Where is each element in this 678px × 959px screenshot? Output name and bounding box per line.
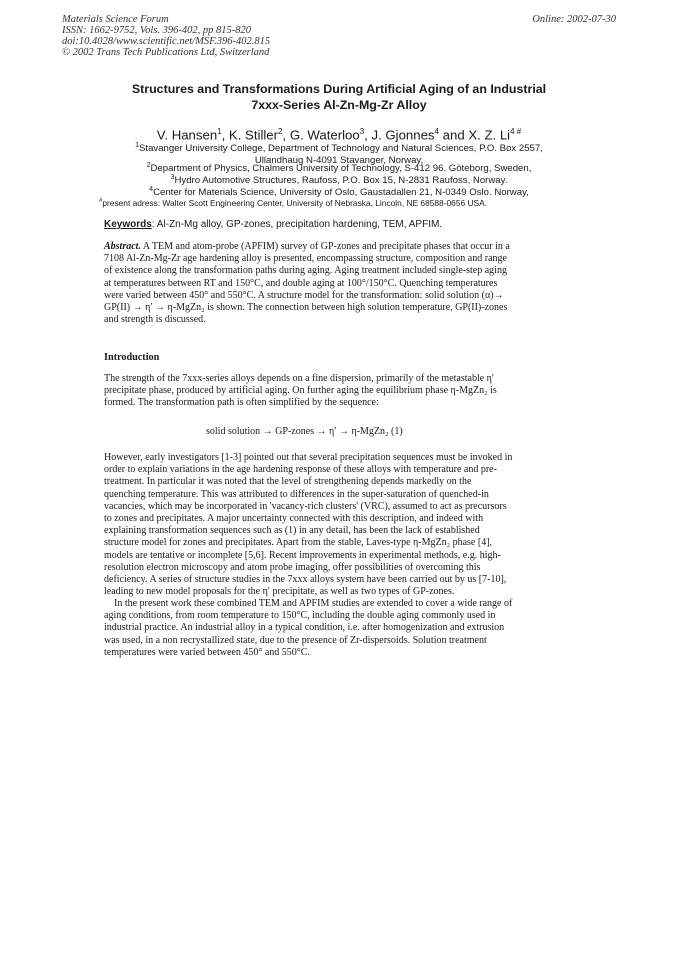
author-name: , J. Gjonnes bbox=[364, 127, 435, 143]
title-line-2: 7xxx-Series Al-Zn-Mg-Zr Alloy bbox=[251, 98, 427, 112]
paragraph-line: order to explain variations in the age hardening response of these alloys with temperature and pre- bbox=[104, 464, 497, 476]
issn-line: ISSN: 1662-9752, Vols. 396-402, pp 815-820 bbox=[62, 25, 251, 36]
author-sup: 4 # bbox=[510, 127, 522, 136]
affiliation-text: Center for Materials Science, University of Oslo, Gaustadallen 21, N-0349 Oslo. Norway, bbox=[153, 187, 529, 199]
author-sup: 2 bbox=[278, 127, 283, 136]
abstract bbox=[104, 241, 575, 326]
paragraph-line: vacancies, which may be incorporated in 'vacancy-rich clusters' (VRC), assumed to act as precursors bbox=[104, 500, 507, 512]
affiliation-sup: 2 bbox=[146, 162, 151, 169]
abstract-label: Abstract. bbox=[104, 241, 141, 252]
affiliation-text-cont: Ullandhaug N-4091 Stavanger, Norway, bbox=[254, 155, 424, 167]
abstract-line: and strength is discussed. bbox=[104, 314, 206, 326]
affiliation-sup: 3 bbox=[170, 174, 175, 181]
copyright-line: © 2002 Trans Tech Publications Ltd, Switzerland bbox=[62, 47, 270, 58]
paragraph-line: models are tentative or incomplete [5,6]. Recent improvements in experimental methods, e.g. high- bbox=[104, 549, 501, 561]
doi-line[interactable]: doi:10.4028/www.scientific.net/MSF.396-402.815 bbox=[62, 36, 271, 47]
present-address bbox=[99, 196, 487, 208]
paragraph-line: In the present work these combined TEM and APFIM studies are extended to cover a wide range of bbox=[114, 598, 513, 609]
present-sup: # bbox=[99, 198, 103, 204]
present-text: present adress: Walter Scott Engineering Center, University of Nebraska, Lincoln, NE 68588-0656 USA. bbox=[102, 197, 488, 208]
paragraph-line: industrial practice. An industrial alloy in a typical condition, i.e. after homogenization and extrusion bbox=[104, 622, 505, 634]
affiliation-sup: 4 bbox=[149, 186, 154, 193]
abstract-line: at temperatures between RT and 150°C, and double aging at 100°/150°C. Quenching temperatures bbox=[104, 277, 498, 289]
author-sup: 3 bbox=[359, 127, 365, 136]
affiliation-text: Hydro Automotive Structures, Raufoss, P.O. Box 15, N-2831 Raufoss, Norway. bbox=[174, 175, 508, 187]
author-sup: 4 bbox=[434, 127, 439, 136]
intro-paragraph-3 bbox=[104, 598, 575, 659]
equation-1: solid solution → GP-zones → η′ → η-MgZn₂ (1) bbox=[206, 426, 403, 437]
intro-paragraph-2 bbox=[104, 452, 575, 598]
paragraph-line: quenching temperature. This was attributed to differences in the super-saturation of quenched-in bbox=[104, 488, 489, 500]
title-line-1: Structures and Transformations During Artificial Aging of an Industrial bbox=[131, 82, 547, 96]
author-name: and X. Z. Li bbox=[438, 127, 511, 143]
author-name: , K. Stiller bbox=[221, 127, 279, 143]
online-date: Online: 2002-07-30 bbox=[532, 14, 616, 25]
intro-paragraph-1 bbox=[104, 373, 575, 410]
abstract-line: Abstract. A TEM and atom-probe (APFIM) survey of GP-zones and precipitate phases that occur in a bbox=[104, 241, 510, 252]
author-name: , G. Waterloo bbox=[282, 127, 360, 143]
section-heading-introduction: Introduction bbox=[104, 352, 160, 363]
abstract-line: of existence along the transformation paths during aging. Aging treatment included single-step aging bbox=[104, 265, 507, 277]
paragraph-line: structure model for zones and precipitates. Apart from the stable, Laves-type η-MgZn₂ phase [4], bbox=[104, 537, 493, 549]
keywords bbox=[104, 219, 442, 231]
author-sup: 1 bbox=[217, 127, 222, 136]
paragraph-line: was used, in a non recrystallized state, due to the presence of Zr-dispersoids. Solution treatment bbox=[104, 634, 487, 646]
author-name: V. Hansen bbox=[156, 127, 218, 143]
paragraph-line: treatment. In particular it was noted that the level of strengthening depends markedly on the bbox=[104, 476, 472, 488]
journal-name: Materials Science Forum bbox=[62, 14, 169, 25]
journal-header bbox=[62, 14, 270, 58]
affiliation-text: Stavanger University College, Department of Technology and Natural Sciences, P.O. Box 2557, bbox=[139, 143, 543, 155]
paragraph-line: temperatures were varied between 450° and 550°C. bbox=[104, 646, 310, 658]
affiliation-text: Department of Physics, Chalmers University of Technology, S-412 96. Göteborg, Sweden, bbox=[150, 163, 532, 175]
paragraph-line: formed. The transformation path is often simplified by the sequence: bbox=[104, 397, 379, 409]
keywords-text: : Al-Zn-Mg alloy, GP-zones, precipitation hardening, TEM, APFIM. bbox=[151, 219, 443, 230]
paragraph-line: deficiency. A series of structure studies in the 7xxx alloys system have been carried out by us [7-10], bbox=[104, 574, 507, 586]
paper-title bbox=[62, 81, 616, 113]
keywords-label: Keywords bbox=[104, 219, 152, 230]
abstract-line: GP(II) → η′ → η-MgZn₂ is shown. The connection between high solution temperature, GP(II)-zones bbox=[104, 302, 508, 314]
paragraph-line: aging conditions, from room temperature to 150°C, including the double aging commonly used in bbox=[104, 610, 496, 622]
abstract-line: were varied between 450° and 550°C. A structure model for the transformation: solid solution (α)→ bbox=[104, 289, 504, 301]
paragraph-line: explaining transformation sequences such as (1) in any detail, has been the lack of established bbox=[104, 525, 480, 537]
paragraph-line: to zones and precipitates. A major uncertainty connected with this description, and indeed with bbox=[104, 513, 484, 525]
abstract-line: 7108 Al-Zn-Mg-Zr age hardening alloy is presented, encompassing structure, composition and range bbox=[104, 253, 507, 265]
paragraph-line: The strength of the 7xxx-series alloys depends on a fine dispersion, primarily of the metastable η′ bbox=[104, 373, 495, 384]
paragraph-line: resolution electron microscopy and atom probe imaging, offer possibilities of overcoming this bbox=[104, 561, 481, 573]
paragraph-line: leading to new model proposals for the η′ precipitate, as well as two types of GP-zones. bbox=[104, 586, 455, 598]
paragraph-line: precipitate phase, produced by artificial aging. On further aging the equilibrium phase η-MgZn₂ is bbox=[104, 385, 497, 397]
paragraph-line: However, early investigators [1-3] pointed out that several precipitation sequences must be invoked in bbox=[104, 452, 513, 463]
affiliation-sup: 1 bbox=[135, 142, 140, 149]
